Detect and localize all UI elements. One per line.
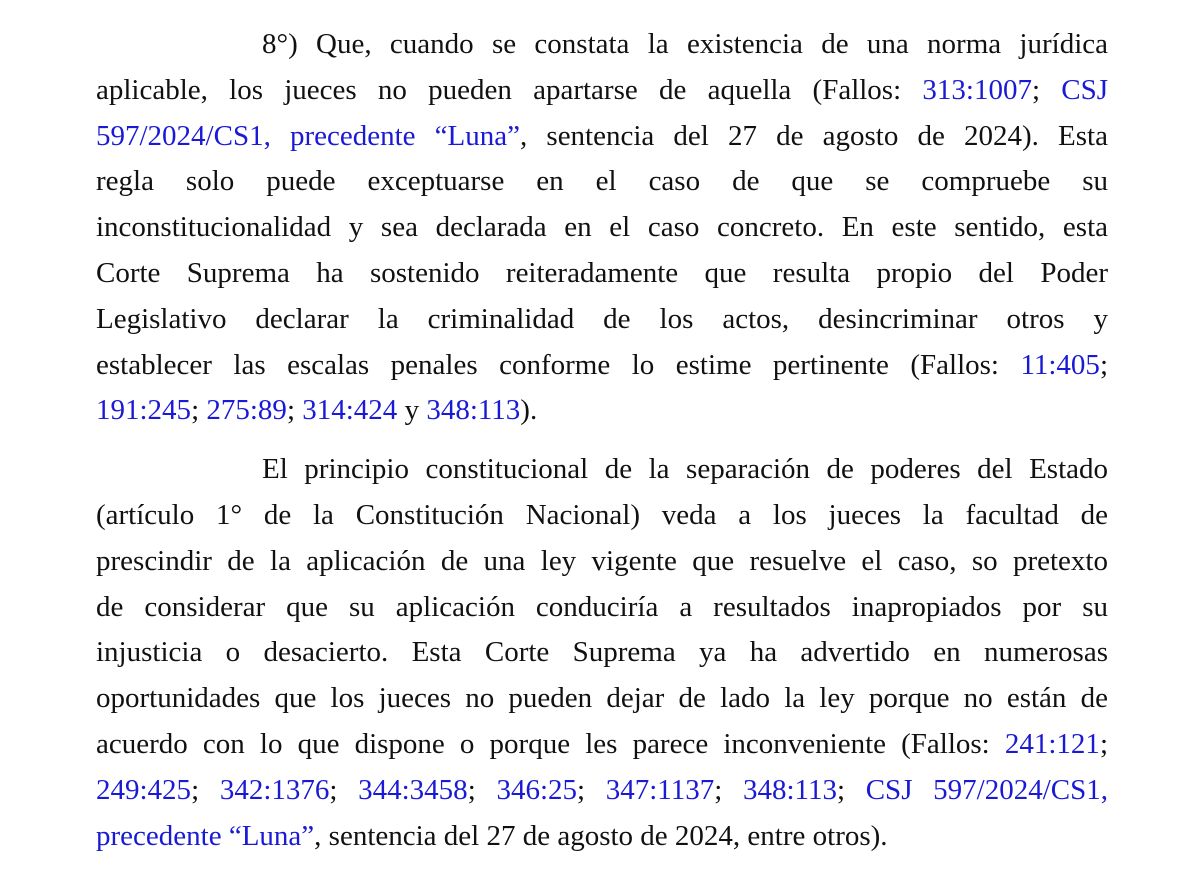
text-line [96,114,1108,160]
text-segment: aplicable, los jueces no pueden apartarse de aquella (Fallos: [96,73,923,106]
text-line [96,630,1108,676]
text-segment: Corte Suprema ha sostenido reiteradamente que resulta propio del Poder [96,256,1108,289]
text-segment: acuerdo con lo que dispone o porque les parece inconveniente (Fallos: [96,727,1005,760]
text-segment: (artículo 1° de la Constitución Nacional) veda a los jueces la facultad de [96,498,1108,531]
text-segment: ; [1099,727,1108,760]
text-segment: ; [467,773,497,806]
citation-link[interactable]: CSJ [1061,73,1109,106]
text-segment: ; [577,773,606,806]
text-line [96,493,1108,539]
citation-link[interactable]: 275:89 [206,394,287,427]
text-line [96,585,1108,631]
text-segment: prescindir de la aplicación de una ley vigente que resuelve el caso, so pretexto [96,544,1108,577]
text-line [96,297,1108,343]
text-line [96,205,1108,251]
text-segment: , sentencia del 27 de agosto de 2024). Esta [520,119,1108,152]
citation-link[interactable]: 597/2024/CS1, precedente “Luna” [96,119,521,152]
text-segment: de considerar que su aplicación conduciría a resultados inapropiados por su [96,590,1108,623]
text-segment: regla solo puede exceptuarse en el caso de que se compruebe su [96,165,1108,198]
text-segment: Legislativo declarar la criminalidad de los actos, desincriminar otros y [96,302,1108,335]
citation-link[interactable]: 342:1376 [219,773,330,806]
citation-link[interactable]: 314:424 [302,394,398,427]
text-segment: El principio constitucional de la separación de poderes del Estado [262,453,1108,486]
citation-link[interactable]: 313:1007 [922,73,1032,106]
text-segment: 8°) Que, cuando se constata la existencia de una norma jurídica [262,28,1108,60]
document-page [96,22,1108,859]
text-segment: establecer las escalas penales conforme lo estime pertinente (Fallos: [96,348,1021,381]
text-line [96,251,1108,297]
text-segment: ; [191,394,207,427]
citation-link[interactable]: CSJ 597/2024/CS1, [865,773,1108,806]
paragraph-separacion-de-poderes [96,447,1108,859]
text-line [96,768,1108,814]
text-segment: injusticia o desacierto. Esta Corte Suprema ya ha advertido en numerosas [96,636,1108,669]
citation-link[interactable]: 348:113 [742,773,837,806]
text-line [96,159,1108,205]
citation-link[interactable]: 347:1137 [605,773,715,806]
text-segment: ). [520,394,538,427]
citation-link[interactable]: 249:425 [96,773,192,806]
text-segment: ; [1099,348,1108,381]
citation-link[interactable]: 346:25 [496,773,577,806]
paragraph-considerando-8 [96,22,1108,434]
text-line [96,343,1108,389]
text-segment: inconstitucionalidad y sea declarada en el caso concreto. En este sentido, esta [96,211,1108,244]
text-line [96,676,1108,722]
text-line [96,68,1108,114]
text-segment: ; [1031,73,1062,106]
text-line [96,539,1108,585]
text-segment: ; [836,773,866,806]
citation-link[interactable]: 191:245 [96,394,192,427]
citation-link[interactable]: 11:405 [1020,348,1100,381]
text-segment: ; [191,773,220,806]
text-line [96,22,1108,68]
citation-link[interactable]: 241:121 [1004,727,1100,760]
text-line [96,447,1108,493]
citation-link[interactable]: 344:3458 [358,773,468,806]
text-line [96,722,1108,768]
text-line [96,814,1108,860]
citation-link[interactable]: 348:113 [426,394,521,427]
text-segment: oportunidades que los jueces no pueden dejar de lado la ley porque no están de [96,682,1108,715]
text-segment: y [397,394,427,427]
text-segment: ; [286,394,303,427]
text-line [96,388,1108,434]
citation-link[interactable]: precedente “Luna” [96,819,315,852]
text-segment: ; [329,773,359,806]
text-segment: ; [714,773,743,806]
text-segment: , sentencia del 27 de agosto de 2024, entre otros). [314,819,888,852]
